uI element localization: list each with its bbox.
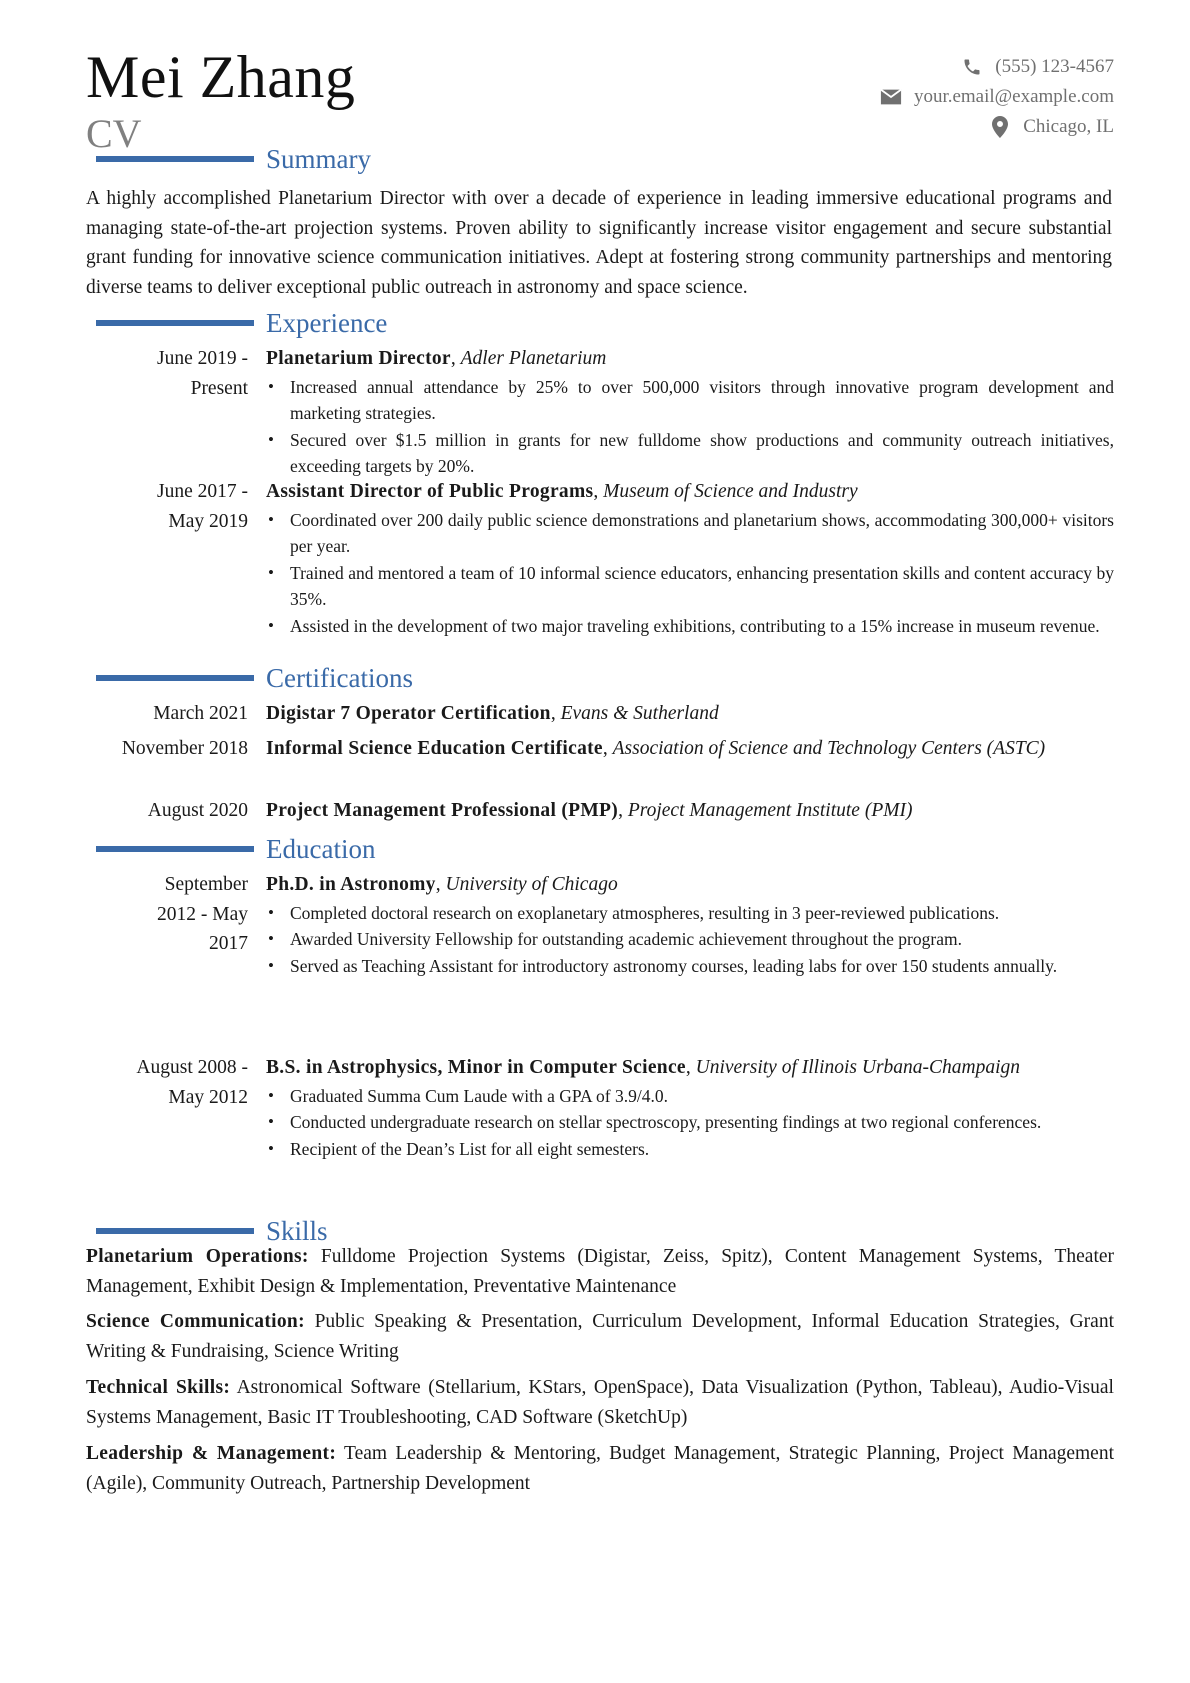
- bullet-list: [266, 900, 1114, 980]
- section-bar: [96, 675, 254, 681]
- bullet-list: [266, 1083, 1114, 1163]
- contact-email[interactable]: [878, 82, 1114, 112]
- organization: Association of Science and Technology Centers (ASTC): [612, 738, 1046, 759]
- date-line: 2012 - May: [157, 903, 248, 925]
- date-line: August 2008 -: [136, 1057, 248, 1078]
- contact-block: [878, 52, 1114, 142]
- entry-heading: Digistar 7 Operator Certification, Evans & Sutherland: [266, 703, 719, 724]
- section-title: Experience: [266, 308, 388, 338]
- date-line: 2017: [209, 933, 248, 954]
- skill-list: Public Speaking & Presentation, Curriculum Development, Informal Education Strategies, Grant Writing & Fundraising, Science Writing: [86, 1311, 1115, 1362]
- date-line: May 2012: [168, 1086, 248, 1108]
- section-heading-certifications: [96, 661, 413, 695]
- location-text: Chicago, IL: [1023, 116, 1114, 137]
- skill-label: Planetarium Operations:: [86, 1246, 309, 1267]
- skill-label: Leadership & Management:: [86, 1443, 337, 1464]
- bullet-item: • Coordinated over 200 daily public science demonstrations and planetarium shows, accommodating 300,000+ visitors per year.: [290, 507, 1114, 560]
- entry-heading: B.S. in Astrophysics, Minor in Computer Science, University of Illinois Urbana-Champaign: [266, 1057, 1021, 1078]
- bullet-item: • Secured over $1.5 million in grants for new fulldome show productions and community outreach initiatives, exceeding targets by 20%.: [290, 427, 1114, 480]
- entry-body: [266, 734, 1114, 764]
- section-heading-education: [96, 832, 375, 866]
- certification-title: Informal Science Education Certificate: [266, 738, 603, 759]
- bullet-item: • Completed doctoral research on exoplanetary atmospheres, resulting in 3 peer-reviewed publications.: [290, 900, 1114, 927]
- section-title: Education: [266, 834, 376, 864]
- phone-icon: [959, 57, 985, 77]
- contact-phone[interactable]: [878, 52, 1114, 82]
- certification-title: Digistar 7 Operator Certification: [266, 703, 551, 724]
- section-title: Certifications: [266, 663, 413, 693]
- section-heading-experience: [96, 306, 387, 340]
- date-line: September: [164, 874, 248, 895]
- entry-body: [266, 1053, 1114, 1162]
- section-heading-summary: [96, 142, 371, 176]
- bullet-item: • Graduated Summa Cum Laude with a GPA of 3.9/4.0.: [290, 1083, 1114, 1110]
- entry-date: [86, 344, 248, 403]
- bullet-list: [266, 507, 1114, 640]
- candidate-name: Mei Zhang: [86, 44, 356, 110]
- institution: University of Illinois Urbana-Champaign: [695, 1057, 1021, 1078]
- bullet-item: • Trained and mentored a team of 10 informal science educators, enhancing presentation skills and content accuracy by 35%.: [290, 560, 1114, 613]
- degree-title: Ph.D. in Astronomy: [266, 874, 436, 895]
- section-title: Skills: [266, 1216, 328, 1246]
- date-line: May 2019: [168, 510, 248, 532]
- entry-heading: Ph.D. in Astronomy, University of Chicago: [266, 874, 618, 895]
- entry-date: November 2018: [121, 738, 248, 759]
- organization: Adler Planetarium: [460, 348, 607, 369]
- entry-body: [266, 344, 1114, 480]
- skill-list: Astronomical Software (Stellarium, KStars, OpenSpace), Data Visualization (Python, Tableau), Audio-Visual Systems Management, Basic IT Troubleshooting, CAD Software (SketchUp): [86, 1377, 1114, 1428]
- date-line: June 2017 -: [157, 481, 248, 502]
- bullet-item: • Conducted undergraduate research on stellar spectroscopy, presenting findings at two regional conferences.: [290, 1109, 1114, 1136]
- entry-heading: Planetarium Director, Adler Planetarium: [266, 348, 607, 369]
- section-bar: [96, 846, 254, 852]
- degree-title: B.S. in Astrophysics, Minor in Computer Science: [266, 1057, 686, 1078]
- skill-group: [86, 1307, 1114, 1366]
- organization: Evans & Sutherland: [560, 703, 719, 724]
- entry-heading: Project Management Professional (PMP), Project Management Institute (PMI): [266, 800, 913, 821]
- entry-body: [266, 870, 1114, 979]
- bullet-item: • Increased annual attendance by 25% to over 500,000 visitors through innovative program development and marketing strategies.: [290, 374, 1114, 427]
- section-bar: [96, 1228, 254, 1234]
- entry-body: [266, 477, 1114, 639]
- skill-label: Science Communication:: [86, 1311, 305, 1332]
- section-bar: [96, 320, 254, 326]
- bullet-item: • Recipient of the Dean’s List for all eight semesters.: [290, 1136, 1114, 1163]
- skill-label: Technical Skills:: [86, 1377, 231, 1398]
- entry-date: August 2020: [147, 800, 248, 821]
- phone-text: (555) 123-4567: [995, 56, 1114, 77]
- summary-paragraph: A highly accomplished Planetarium Director with over a decade of experience in leading immersive educational programs and managing state-of-the-art projection systems. Proven ability to significantly increase visitor engagement and secure substantial grant funding for innovative science communication initiatives. Adept at fostering strong community partnerships and mentoring diverse teams to deliver exceptional public outreach in astronomy and space science.: [86, 188, 1112, 298]
- entry-date: [86, 1053, 248, 1112]
- map-pin-icon: [987, 116, 1013, 138]
- skill-group: [86, 1373, 1114, 1432]
- contact-location: [878, 112, 1114, 142]
- entry-date: [86, 477, 248, 536]
- entry-heading: Informal Science Education Certificate, Association of Science and Technology Centers (ASTC): [266, 738, 1046, 759]
- bullet-item: • Assisted in the development of two major traveling exhibitions, contributing to a 15% increase in museum revenue.: [290, 613, 1114, 640]
- entry-date: [86, 870, 248, 959]
- entry-heading: Assistant Director of Public Programs, Museum of Science and Industry: [266, 481, 858, 502]
- date-line: Present: [190, 377, 248, 399]
- entry-date: March 2021: [153, 703, 248, 724]
- date-line: June 2019 -: [157, 348, 248, 369]
- bullet-list: [266, 374, 1114, 480]
- job-title: Planetarium Director: [266, 348, 451, 369]
- skill-list: Team Leadership & Mentoring, Budget Management, Strategic Planning, Project Management (Agile), Community Outreach, Partnership Development: [86, 1443, 1114, 1494]
- entry-body: [266, 699, 1114, 729]
- organization: Museum of Science and Industry: [603, 481, 858, 502]
- skill-group: [86, 1439, 1114, 1498]
- entry-body: [266, 796, 1114, 826]
- bullet-item: • Served as Teaching Assistant for introductory astronomy courses, leading labs for over 150 students annually.: [290, 953, 1114, 980]
- skill-group: [86, 1242, 1114, 1301]
- organization: Project Management Institute (PMI): [627, 800, 913, 821]
- skill-list: Fulldome Projection Systems (Digistar, Zeiss, Spitz), Content Management Systems, Theater Management, Exhibit Design & Implementation, Preventative Maintenance: [86, 1246, 1115, 1297]
- email-text: your.email@example.com: [913, 86, 1114, 107]
- section-bar: [96, 156, 254, 162]
- bullet-item: • Awarded University Fellowship for outstanding academic achievement throughout the program.: [290, 926, 1114, 953]
- envelope-icon: [878, 88, 904, 106]
- section-title: Summary: [266, 144, 371, 174]
- document-subtitle: CV: [86, 111, 142, 156]
- job-title: Assistant Director of Public Programs: [266, 481, 594, 502]
- certification-title: Project Management Professional (PMP): [266, 800, 619, 821]
- institution: University of Chicago: [445, 874, 618, 895]
